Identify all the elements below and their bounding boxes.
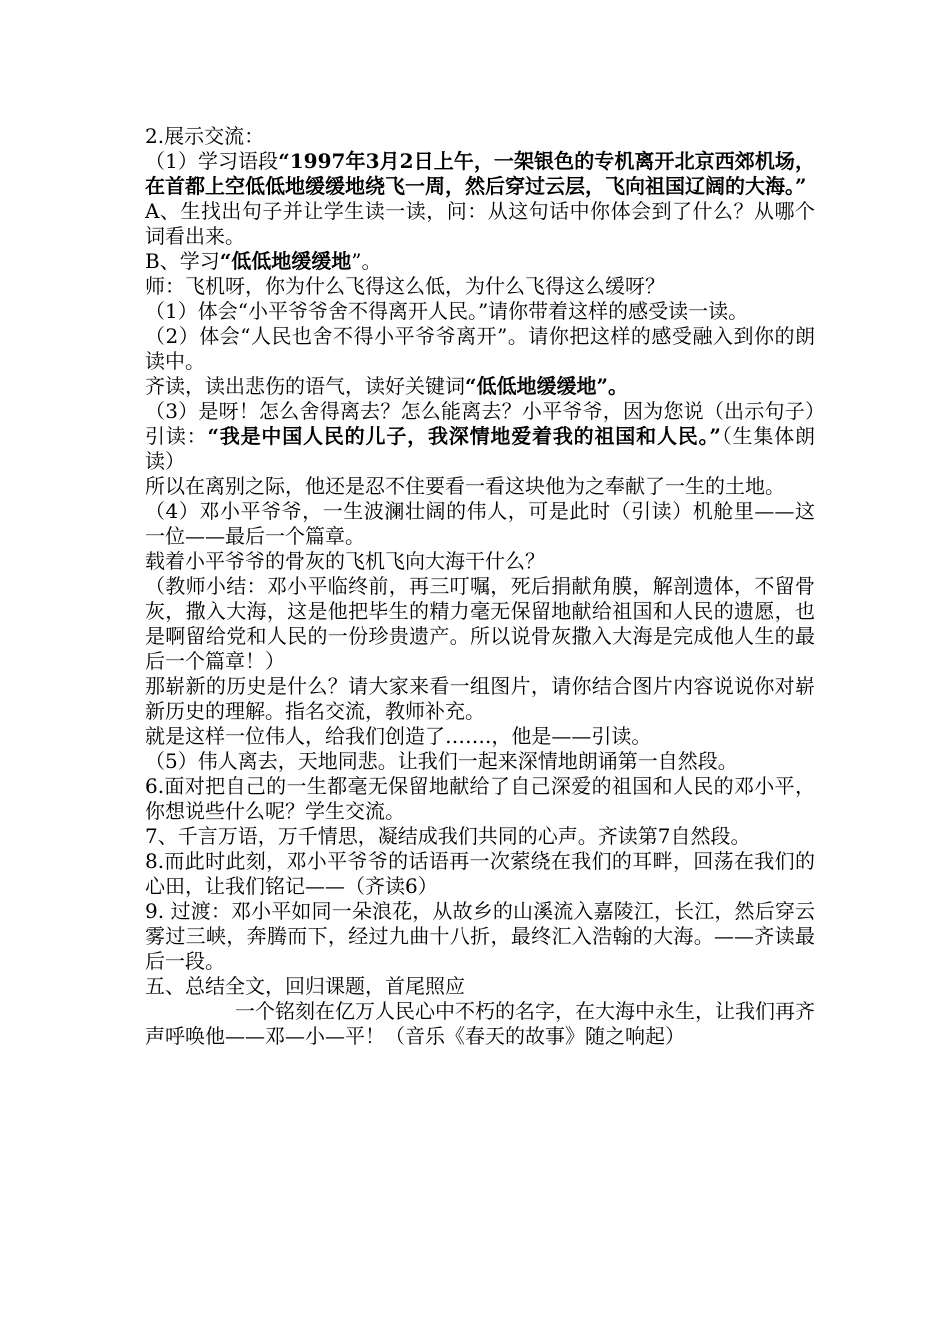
quote-bold: “我是中国人民的儿子，我深情地爱着我的祖国和人民。” (207, 424, 721, 448)
paragraph-step-4: （4）邓小平爷爷，一生波澜壮阔的伟人，可是此时（引读）机舱里——这一位——最后一个篇章。 (145, 499, 815, 548)
paragraph-item-8: 8.而此时此刻，邓小平爷爷的话语再一次萦绕在我们的耳畔，回荡在我们的心田，让我们铭记——（齐读6） (145, 849, 815, 898)
section-heading-exchange: 2.展示交流： (145, 124, 265, 148)
text-run: B、学习 (145, 249, 220, 273)
paragraph-feel-1: （1）体会“小平爷爷舍不得离开人民。”请你带着这样的感受读一读。 (145, 299, 749, 323)
paragraph-new-history: 那崭新的历史是什么？请大家来看一组图片，请你结合图片内容说说你对崭新历史的理解。指名交流，教师补充。 (145, 674, 815, 723)
text-run: （生集体朗读） (145, 424, 815, 473)
text-run: ”。 (351, 249, 382, 273)
paragraph-teacher-question: 师：飞机呀，你为什么飞得这么低，为什么飞得这么缓呀？ (145, 274, 665, 298)
paragraph-step-b (145, 249, 815, 274)
paragraph-study-passage (145, 149, 815, 199)
keyword-bold: “低低地缓缓地”。 (465, 374, 629, 398)
paragraph-step-a: A、生找出句子并让学生读一读，问：从这句话中你体会到了什么？从哪个词看出来。 (145, 199, 815, 248)
paragraph-farewell: 所以在离别之际，他还是忍不住要看一看这块他为之奉献了一生的土地。 (145, 474, 785, 498)
paragraph-great-man: 就是这样一位伟人，给我们创造了…….，他是——引读。 (145, 724, 652, 748)
paragraph-item-7: 7、千言万语，万千情思，凝结成我们共同的心声。齐读第7自然段。 (145, 824, 751, 848)
paragraph-item-6: 6.面对把自己的一生都毫无保留地献给了自己深爱的祖国和人民的邓小平，你想说些什么呢？学生交流。 (145, 774, 815, 823)
text-run: （3）是呀！怎么舍得离去？怎么能离去？小平爷爷，因为您说（出示句子）引读： (145, 399, 815, 448)
paragraph-teacher-summary: （教师小结：邓小平临终前，再三叮嘱，死后捐献角膜，解剖遗体，不留骨灰，撒入大海，这是他把毕生的精力毫无保留地献给祖国和人民的遗愿，也是啊留给党和人民的一份珍贵遗产。所以说骨灰撒入大海是完成他人生的最后一个篇章！） (145, 574, 815, 673)
text-run: 齐读，读出悲伤的语气，读好关键词 (145, 374, 465, 398)
section-heading-summary: 五、总结全文，回归课题，首尾照应 (145, 974, 465, 998)
keyword-bold: “低低地缓缓地 (219, 249, 352, 273)
text-run: （1）学习语段 (145, 149, 279, 173)
paragraph-closing: 一个铭刻在亿万人民心中不朽的名字，在大海中永生，让我们再齐声呼唤他——邓—小—平！（音乐《春天的故事》随之响起） (145, 999, 815, 1048)
paragraph-step-3 (145, 399, 815, 474)
quoted-passage-bold: “1997年3月2日上午，一架银色的专机离开北京西郊机场，在首都上空低低地缓缓地绕飞一周，然后穿过云层，飞向祖国辽阔的大海。” (145, 149, 816, 198)
paragraph-feel-2: （2）体会“人民也舍不得小平爷爷离开”。请你把这样的感受融入到你的朗读中。 (145, 324, 815, 373)
paragraph-item-9: 9. 过渡：邓小平如同一朵浪花，从故乡的山溪流入嘉陵江，长江，然后穿云雾过三峡，奔腾而下，经过九曲十八折，最终汇入浩翰的大海。——齐读最后一段。 (145, 899, 815, 973)
paragraph-step-5: （5）伟人离去，天地同悲。让我们一起来深情地朗诵第一自然段。 (145, 749, 738, 773)
document-body (145, 124, 815, 1049)
paragraph-question-sea: 载着小平爷爷的骨灰的飞机飞向大海干什么？ (145, 549, 545, 573)
paragraph-read-together (145, 374, 815, 399)
